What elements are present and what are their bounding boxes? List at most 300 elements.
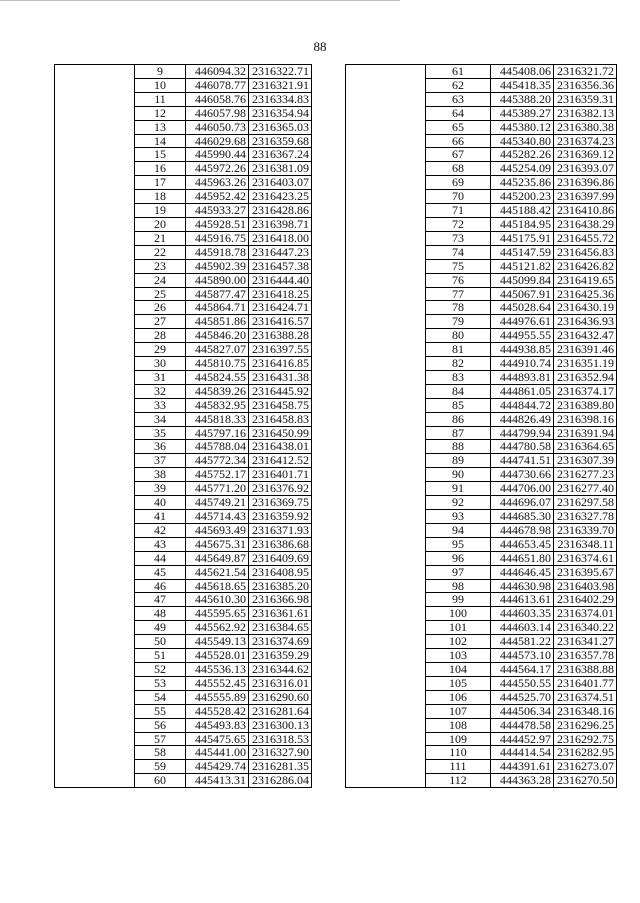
y-coordinate-cell: 2316444.40 [249,273,312,287]
point-number-cell: 60 [135,774,186,788]
y-coordinate-cell: 2316374.01 [554,607,617,621]
point-number-cell: 65 [426,120,491,134]
x-coordinate-cell: 445235.86 [491,176,554,190]
point-number-cell: 38 [135,468,186,482]
y-coordinate-cell: 2316450.99 [249,426,312,440]
point-number-cell: 87 [426,426,491,440]
point-number-cell: 83 [426,370,491,384]
x-coordinate-cell: 444478.58 [491,718,554,732]
point-number-cell: 108 [426,718,491,732]
y-coordinate-cell: 2316418.25 [249,287,312,301]
x-coordinate-cell: 445788.04 [186,440,249,454]
x-coordinate-cell: 445188.42 [491,204,554,218]
y-coordinate-cell: 2316277.40 [554,482,617,496]
point-number-cell: 12 [135,106,186,120]
point-number-cell: 32 [135,384,186,398]
x-coordinate-cell: 444678.98 [491,523,554,537]
point-number-cell: 11 [135,92,186,106]
point-number-cell: 44 [135,551,186,565]
x-coordinate-cell: 445618.65 [186,579,249,593]
y-coordinate-cell: 2316425.36 [554,287,617,301]
y-coordinate-cell: 2316419.65 [554,273,617,287]
x-coordinate-cell: 445839.26 [186,384,249,398]
point-number-cell: 28 [135,329,186,343]
y-coordinate-cell: 2316386.68 [249,537,312,551]
y-coordinate-cell: 2316456.83 [554,245,617,259]
x-coordinate-cell: 445832.95 [186,398,249,412]
y-coordinate-cell: 2316398.16 [554,412,617,426]
y-coordinate-cell: 2316457.38 [249,259,312,273]
x-coordinate-cell: 444363.28 [491,774,554,788]
top-rule [0,0,400,1]
x-coordinate-cell: 444955.55 [491,329,554,343]
y-coordinate-cell: 2316396.86 [554,176,617,190]
x-coordinate-cell: 445610.30 [186,593,249,607]
x-coordinate-cell: 445121.82 [491,259,554,273]
point-number-cell: 51 [135,649,186,663]
y-coordinate-cell: 2316334.83 [249,92,312,106]
point-number-cell: 68 [426,162,491,176]
y-coordinate-cell: 2316286.04 [249,774,312,788]
point-number-cell: 76 [426,273,491,287]
y-coordinate-cell: 2316389.80 [554,398,617,412]
point-number-cell: 22 [135,245,186,259]
point-number-cell: 19 [135,204,186,218]
x-coordinate-cell: 444861.05 [491,384,554,398]
page-number: 88 [313,39,327,54]
y-coordinate-cell: 2316316.01 [249,676,312,690]
x-coordinate-cell: 444630.98 [491,579,554,593]
x-coordinate-cell: 445528.01 [186,649,249,663]
point-number-cell: 103 [426,649,491,663]
x-coordinate-cell: 446057.98 [186,106,249,120]
point-number-cell: 84 [426,384,491,398]
y-coordinate-cell: 2316408.95 [249,565,312,579]
x-coordinate-cell: 445877.47 [186,287,249,301]
point-number-cell: 104 [426,662,491,676]
point-number-cell: 92 [426,496,491,510]
y-coordinate-cell: 2316458.83 [249,412,312,426]
point-number-cell: 66 [426,134,491,148]
y-coordinate-cell: 2316307.39 [554,454,617,468]
point-number-cell: 27 [135,315,186,329]
y-coordinate-cell: 2316403.98 [554,579,617,593]
x-coordinate-cell: 445028.64 [491,301,554,315]
y-coordinate-cell: 2316273.07 [554,760,617,774]
x-coordinate-cell: 445752.17 [186,468,249,482]
x-coordinate-cell: 445890.00 [186,273,249,287]
point-number-cell: 53 [135,676,186,690]
point-number-cell: 81 [426,343,491,357]
x-coordinate-cell: 445990.44 [186,148,249,162]
x-coordinate-cell: 445972.26 [186,162,249,176]
x-coordinate-cell: 444844.72 [491,398,554,412]
point-number-cell: 25 [135,287,186,301]
x-coordinate-cell: 444646.45 [491,565,554,579]
coordinate-table-left [54,64,312,788]
x-coordinate-cell: 445928.51 [186,217,249,231]
y-coordinate-cell: 2316318.53 [249,732,312,746]
x-coordinate-cell: 445797.16 [186,426,249,440]
x-coordinate-cell: 444685.30 [491,510,554,524]
y-coordinate-cell: 2316384.65 [249,621,312,635]
y-coordinate-cell: 2316416.57 [249,315,312,329]
y-coordinate-cell: 2316367.24 [249,148,312,162]
point-number-cell: 101 [426,621,491,635]
y-coordinate-cell: 2316340.22 [554,621,617,635]
point-number-cell: 34 [135,412,186,426]
point-number-cell: 74 [426,245,491,259]
x-coordinate-cell: 446058.76 [186,92,249,106]
y-coordinate-cell: 2316300.13 [249,718,312,732]
y-coordinate-cell: 2316374.69 [249,635,312,649]
point-number-cell: 62 [426,78,491,92]
x-coordinate-cell: 444976.61 [491,315,554,329]
y-coordinate-cell: 2316391.94 [554,426,617,440]
x-coordinate-cell: 444603.35 [491,607,554,621]
y-coordinate-cell: 2316364.65 [554,440,617,454]
y-coordinate-cell: 2316296.25 [554,718,617,732]
x-coordinate-cell: 446078.77 [186,78,249,92]
x-coordinate-cell: 446094.32 [186,65,249,79]
y-coordinate-cell: 2316418.00 [249,231,312,245]
y-coordinate-cell: 2316356.36 [554,78,617,92]
y-coordinate-cell: 2316398.71 [249,217,312,231]
x-coordinate-cell: 445621.54 [186,565,249,579]
point-number-cell: 105 [426,676,491,690]
point-number-cell: 109 [426,732,491,746]
point-number-cell: 75 [426,259,491,273]
x-coordinate-cell: 444730.66 [491,468,554,482]
point-number-cell: 91 [426,482,491,496]
y-coordinate-cell: 2316397.99 [554,190,617,204]
x-coordinate-cell: 444414.54 [491,746,554,760]
x-coordinate-cell: 445475.65 [186,732,249,746]
point-number-cell: 36 [135,440,186,454]
y-coordinate-cell: 2316361.61 [249,607,312,621]
x-coordinate-cell: 445675.31 [186,537,249,551]
y-coordinate-cell: 2316270.50 [554,774,617,788]
y-coordinate-cell: 2316391.46 [554,343,617,357]
y-coordinate-cell: 2316281.64 [249,704,312,718]
point-number-cell: 21 [135,231,186,245]
point-number-cell: 29 [135,343,186,357]
y-coordinate-cell: 2316395.67 [554,565,617,579]
x-coordinate-cell: 444653.45 [491,537,554,551]
point-number-cell: 80 [426,329,491,343]
point-number-cell: 17 [135,176,186,190]
y-coordinate-cell: 2316322.71 [249,65,312,79]
point-number-cell: 23 [135,259,186,273]
y-coordinate-cell: 2316393.07 [554,162,617,176]
y-coordinate-cell: 2316281.35 [249,760,312,774]
y-coordinate-cell: 2316458.75 [249,398,312,412]
y-coordinate-cell: 2316428.86 [249,204,312,218]
x-coordinate-cell: 445254.09 [491,162,554,176]
point-number-cell: 112 [426,774,491,788]
x-coordinate-cell: 445952.42 [186,190,249,204]
y-coordinate-cell: 2316344.62 [249,662,312,676]
x-coordinate-cell: 445714.43 [186,510,249,524]
y-coordinate-cell: 2316277.23 [554,468,617,482]
point-number-cell: 69 [426,176,491,190]
point-number-cell: 72 [426,217,491,231]
y-coordinate-cell: 2316359.29 [249,649,312,663]
x-coordinate-cell: 445902.39 [186,259,249,273]
x-coordinate-cell: 445771.20 [186,482,249,496]
y-coordinate-cell: 2316365.03 [249,120,312,134]
y-coordinate-cell: 2316282.95 [554,746,617,760]
point-number-cell: 97 [426,565,491,579]
point-number-cell: 48 [135,607,186,621]
point-number-cell: 94 [426,523,491,537]
y-coordinate-cell: 2316292.75 [554,732,617,746]
y-coordinate-cell: 2316374.51 [554,690,617,704]
y-coordinate-cell: 2316381.09 [249,162,312,176]
x-coordinate-cell: 444452.97 [491,732,554,746]
point-number-cell: 111 [426,760,491,774]
y-coordinate-cell: 2316352.94 [554,370,617,384]
y-coordinate-cell: 2316431.38 [249,370,312,384]
y-coordinate-cell: 2316410.86 [554,204,617,218]
x-coordinate-cell: 445388.20 [491,92,554,106]
y-coordinate-cell: 2316380.38 [554,120,617,134]
x-coordinate-cell: 445380.12 [491,120,554,134]
point-number-cell: 35 [135,426,186,440]
blank-column [55,65,135,788]
point-number-cell: 63 [426,92,491,106]
x-coordinate-cell: 445555.89 [186,690,249,704]
point-number-cell: 90 [426,468,491,482]
y-coordinate-cell: 2316376.92 [249,482,312,496]
x-coordinate-cell: 445963.26 [186,176,249,190]
point-number-cell: 54 [135,690,186,704]
y-coordinate-cell: 2316359.92 [249,510,312,524]
point-number-cell: 61 [426,65,491,79]
x-coordinate-cell: 445693.49 [186,523,249,537]
x-coordinate-cell: 444581.22 [491,635,554,649]
x-coordinate-cell: 445916.75 [186,231,249,245]
point-number-cell: 47 [135,593,186,607]
point-number-cell: 9 [135,65,186,79]
point-number-cell: 71 [426,204,491,218]
x-coordinate-cell: 445099.84 [491,273,554,287]
y-coordinate-cell: 2316432.47 [554,329,617,343]
y-coordinate-cell: 2316339.70 [554,523,617,537]
x-coordinate-cell: 445933.27 [186,204,249,218]
y-coordinate-cell: 2316445.92 [249,384,312,398]
point-number-cell: 100 [426,607,491,621]
x-coordinate-cell: 444799.94 [491,426,554,440]
y-coordinate-cell: 2316374.23 [554,134,617,148]
y-coordinate-cell: 2316397.55 [249,343,312,357]
y-coordinate-cell: 2316426.82 [554,259,617,273]
x-coordinate-cell: 445810.75 [186,357,249,371]
point-number-cell: 39 [135,482,186,496]
y-coordinate-cell: 2316430.19 [554,301,617,315]
y-coordinate-cell: 2316374.61 [554,551,617,565]
x-coordinate-cell: 445340.80 [491,134,554,148]
y-coordinate-cell: 2316416.85 [249,357,312,371]
y-coordinate-cell: 2316438.29 [554,217,617,231]
x-coordinate-cell: 445846.20 [186,329,249,343]
point-number-cell: 31 [135,370,186,384]
point-number-cell: 15 [135,148,186,162]
x-coordinate-cell: 444506.34 [491,704,554,718]
y-coordinate-cell: 2316359.68 [249,134,312,148]
point-number-cell: 64 [426,106,491,120]
y-coordinate-cell: 2316341.27 [554,635,617,649]
point-number-cell: 42 [135,523,186,537]
y-coordinate-cell: 2316409.69 [249,551,312,565]
x-coordinate-cell: 446050.73 [186,120,249,134]
x-coordinate-cell: 445441.00 [186,746,249,760]
y-coordinate-cell: 2316401.71 [249,468,312,482]
x-coordinate-cell: 444391.61 [491,760,554,774]
point-number-cell: 14 [135,134,186,148]
x-coordinate-cell: 445184.95 [491,217,554,231]
x-coordinate-cell: 444550.55 [491,676,554,690]
x-coordinate-cell: 445918.78 [186,245,249,259]
x-coordinate-cell: 445175.91 [491,231,554,245]
y-coordinate-cell: 2316374.17 [554,384,617,398]
point-number-cell: 49 [135,621,186,635]
point-number-cell: 46 [135,579,186,593]
point-number-cell: 26 [135,301,186,315]
x-coordinate-cell: 444564.17 [491,662,554,676]
y-coordinate-cell: 2316403.07 [249,176,312,190]
point-number-cell: 59 [135,760,186,774]
x-coordinate-cell: 445147.59 [491,245,554,259]
x-coordinate-cell: 444573.10 [491,649,554,663]
y-coordinate-cell: 2316382.13 [554,106,617,120]
point-number-cell: 73 [426,231,491,245]
y-coordinate-cell: 2316354.94 [249,106,312,120]
y-coordinate-cell: 2316357.78 [554,649,617,663]
point-number-cell: 10 [135,78,186,92]
table-row [346,65,617,79]
x-coordinate-cell: 445549.13 [186,635,249,649]
point-number-cell: 55 [135,704,186,718]
point-number-cell: 98 [426,579,491,593]
x-coordinate-cell: 444780.58 [491,440,554,454]
y-coordinate-cell: 2316369.75 [249,496,312,510]
y-coordinate-cell: 2316321.72 [554,65,617,79]
x-coordinate-cell: 444651.80 [491,551,554,565]
point-number-cell: 43 [135,537,186,551]
x-coordinate-cell: 446029.68 [186,134,249,148]
x-coordinate-cell: 445067.91 [491,287,554,301]
point-number-cell: 13 [135,120,186,134]
point-number-cell: 20 [135,217,186,231]
point-number-cell: 41 [135,510,186,524]
y-coordinate-cell: 2316351.19 [554,357,617,371]
point-number-cell: 89 [426,454,491,468]
x-coordinate-cell: 445851.86 [186,315,249,329]
x-coordinate-cell: 445552.45 [186,676,249,690]
point-number-cell: 96 [426,551,491,565]
x-coordinate-cell: 445200.23 [491,190,554,204]
y-coordinate-cell: 2316402.29 [554,593,617,607]
y-coordinate-cell: 2316423.25 [249,190,312,204]
x-coordinate-cell: 445562.92 [186,621,249,635]
x-coordinate-cell: 445824.55 [186,370,249,384]
y-coordinate-cell: 2316359.31 [554,92,617,106]
point-number-cell: 16 [135,162,186,176]
point-number-cell: 57 [135,732,186,746]
x-coordinate-cell: 444603.14 [491,621,554,635]
y-coordinate-cell: 2316424.71 [249,301,312,315]
point-number-cell: 52 [135,662,186,676]
point-number-cell: 95 [426,537,491,551]
y-coordinate-cell: 2316366.98 [249,593,312,607]
point-number-cell: 85 [426,398,491,412]
y-coordinate-cell: 2316348.11 [554,537,617,551]
point-number-cell: 50 [135,635,186,649]
point-number-cell: 88 [426,440,491,454]
point-number-cell: 77 [426,287,491,301]
blank-column [346,65,426,788]
coordinate-table-right [345,64,617,788]
x-coordinate-cell: 444613.61 [491,593,554,607]
point-number-cell: 107 [426,704,491,718]
x-coordinate-cell: 445389.27 [491,106,554,120]
point-number-cell: 79 [426,315,491,329]
point-number-cell: 40 [135,496,186,510]
x-coordinate-cell: 444741.51 [491,454,554,468]
table-row [55,65,312,79]
y-coordinate-cell: 2316371.93 [249,523,312,537]
y-coordinate-cell: 2316436.93 [554,315,617,329]
y-coordinate-cell: 2316327.78 [554,510,617,524]
point-number-cell: 58 [135,746,186,760]
point-number-cell: 30 [135,357,186,371]
y-coordinate-cell: 2316455.72 [554,231,617,245]
x-coordinate-cell: 445749.21 [186,496,249,510]
point-number-cell: 82 [426,357,491,371]
x-coordinate-cell: 445649.87 [186,551,249,565]
point-number-cell: 33 [135,398,186,412]
y-coordinate-cell: 2316412.52 [249,454,312,468]
x-coordinate-cell: 444706.00 [491,482,554,496]
x-coordinate-cell: 445418.35 [491,78,554,92]
y-coordinate-cell: 2316290.60 [249,690,312,704]
point-number-cell: 37 [135,454,186,468]
y-coordinate-cell: 2316321.91 [249,78,312,92]
y-coordinate-cell: 2316369.12 [554,148,617,162]
y-coordinate-cell: 2316388.28 [249,329,312,343]
point-number-cell: 24 [135,273,186,287]
y-coordinate-cell: 2316438.01 [249,440,312,454]
x-coordinate-cell: 445595.65 [186,607,249,621]
x-coordinate-cell: 445528.42 [186,704,249,718]
x-coordinate-cell: 445827.07 [186,343,249,357]
x-coordinate-cell: 444525.70 [491,690,554,704]
x-coordinate-cell: 445429.74 [186,760,249,774]
y-coordinate-cell: 2316327.90 [249,746,312,760]
x-coordinate-cell: 444938.85 [491,343,554,357]
point-number-cell: 86 [426,412,491,426]
x-coordinate-cell: 445536.13 [186,662,249,676]
point-number-cell: 106 [426,690,491,704]
y-coordinate-cell: 2316385.20 [249,579,312,593]
point-number-cell: 18 [135,190,186,204]
x-coordinate-cell: 445772.34 [186,454,249,468]
point-number-cell: 78 [426,301,491,315]
y-coordinate-cell: 2316348.16 [554,704,617,718]
y-coordinate-cell: 2316447.23 [249,245,312,259]
point-number-cell: 45 [135,565,186,579]
